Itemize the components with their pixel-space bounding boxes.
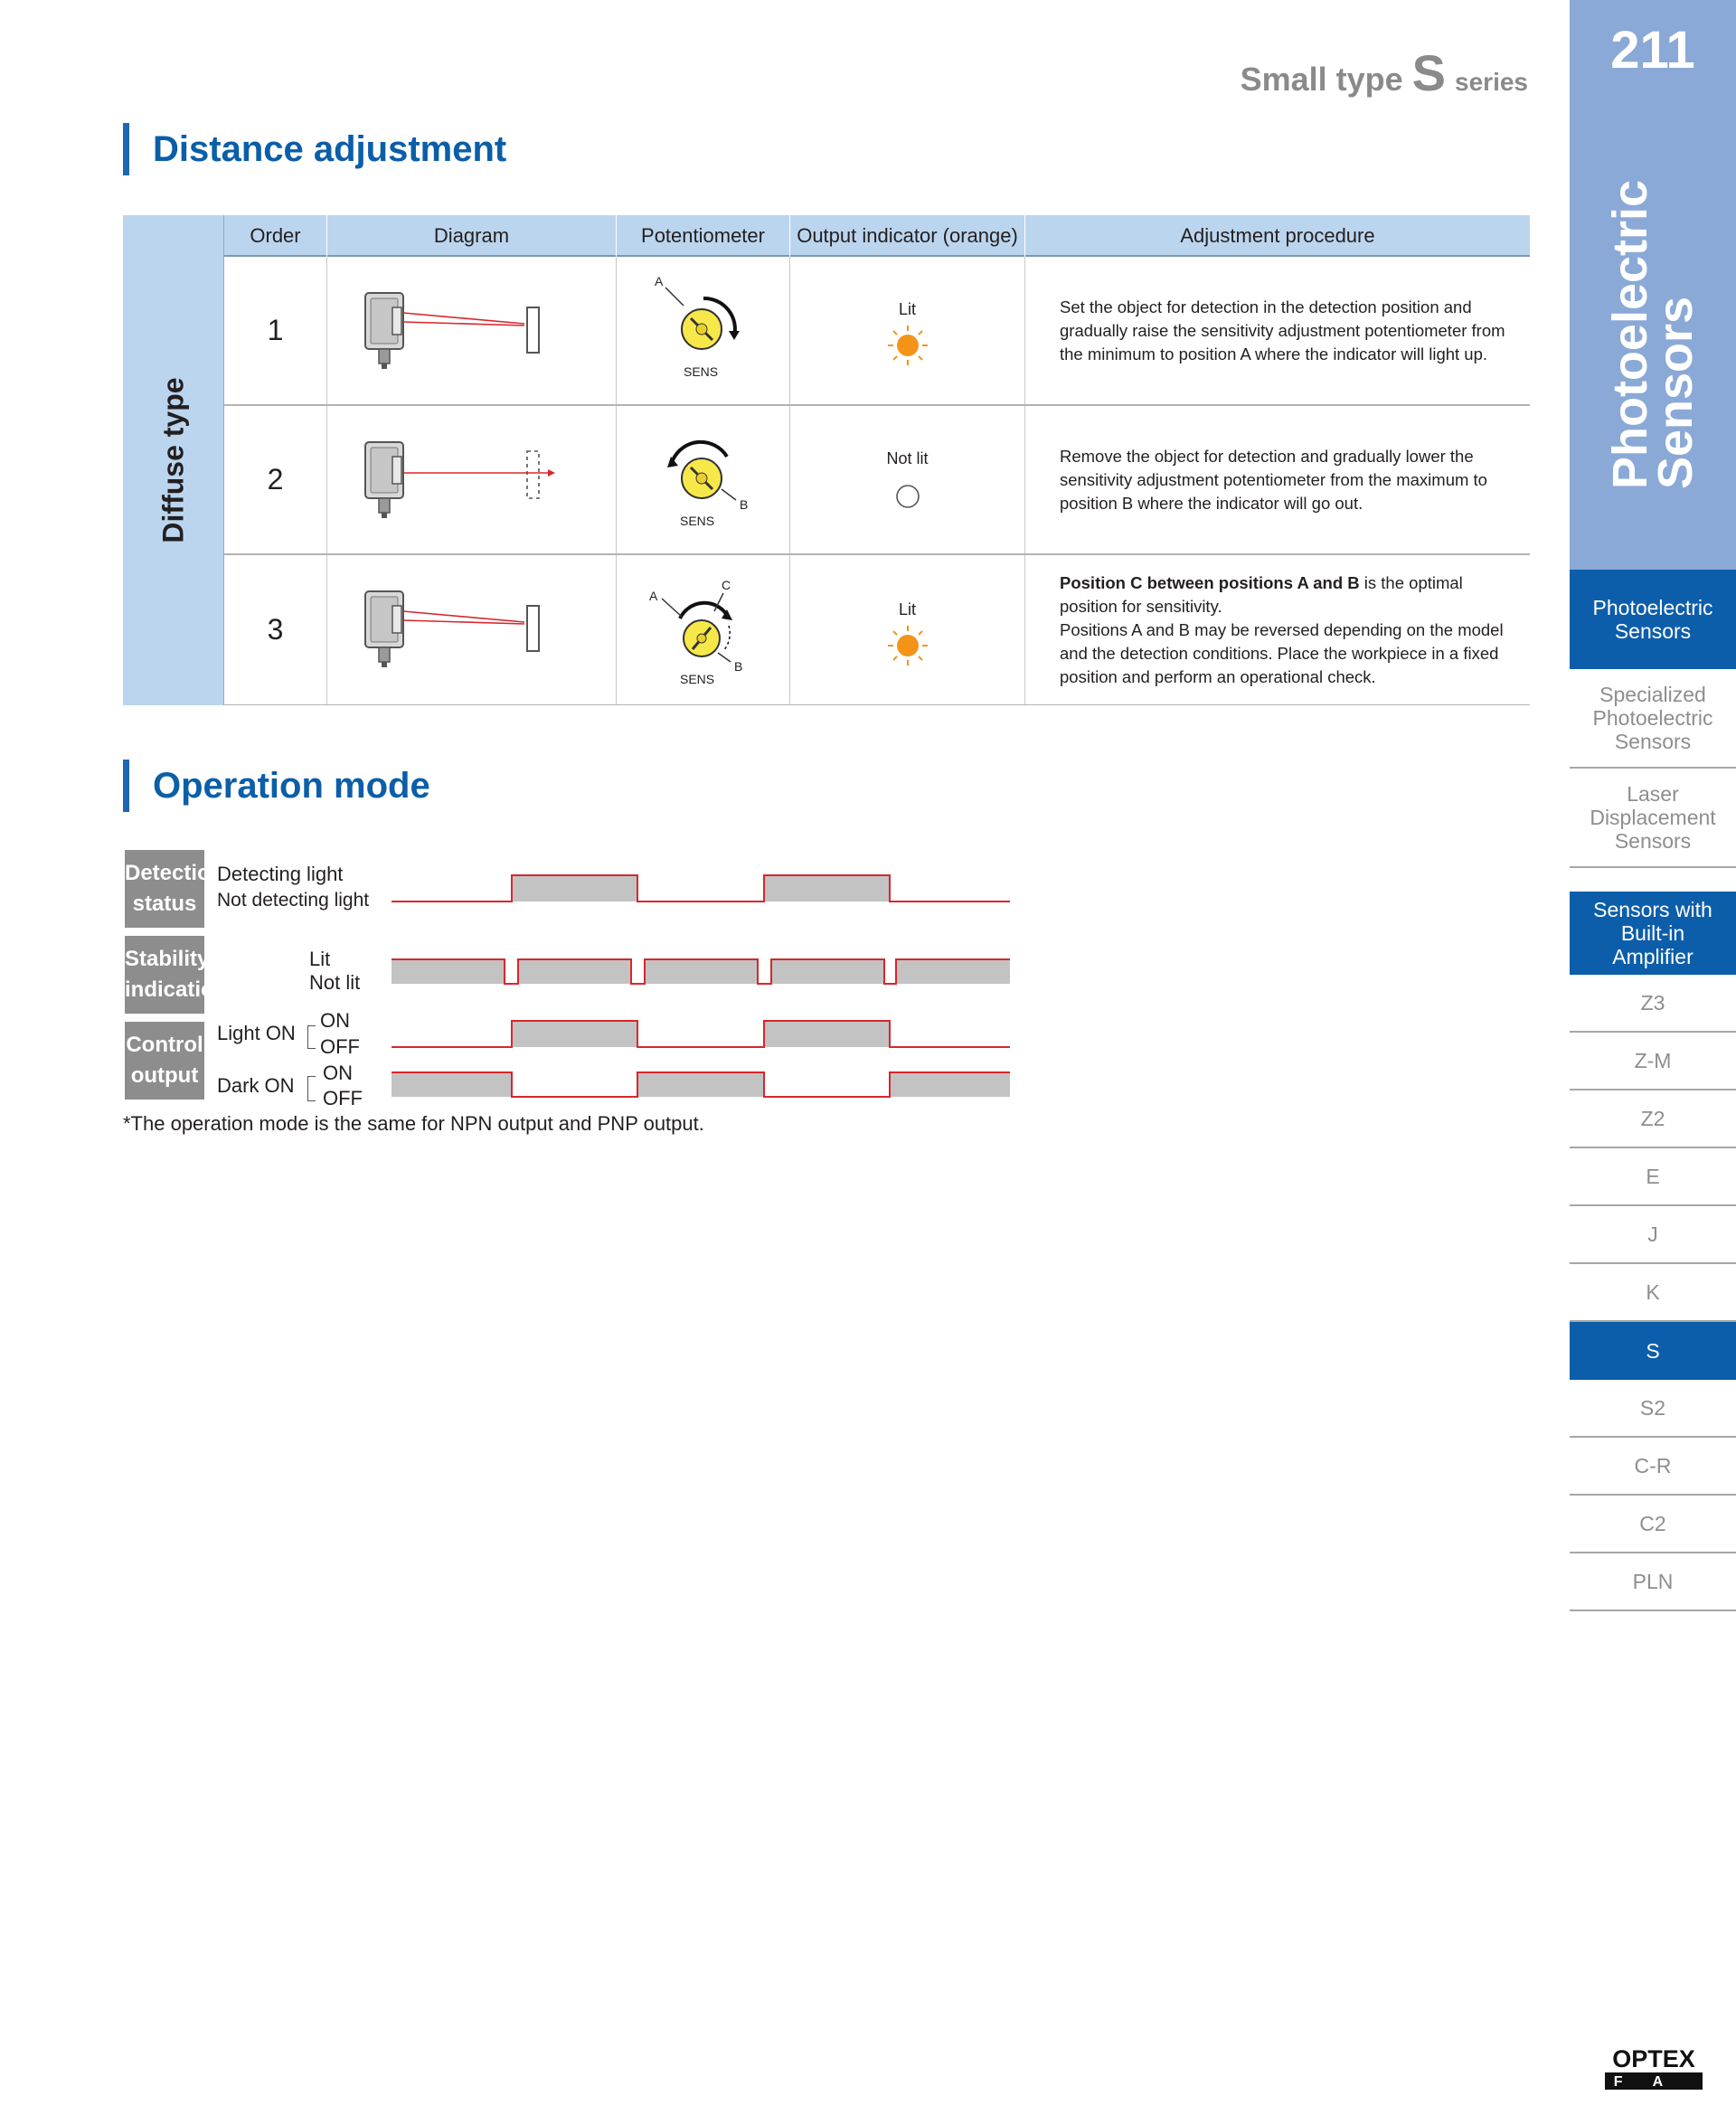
series-letter: S [1411, 44, 1447, 101]
order-number: 1 [224, 257, 327, 404]
position-a-label: A [655, 277, 664, 288]
operation-mode-title: Operation mode [153, 765, 430, 806]
diffuse-type-label: Diffuse type [156, 377, 190, 543]
output-indicator-cell [790, 555, 1025, 704]
sens-label: SENS [680, 672, 715, 686]
page-number: 211 [1610, 21, 1695, 80]
header-potentiometer: Potentiometer [617, 215, 790, 257]
sensor-without-object-diagram [363, 433, 571, 524]
procedure-bold: Position C between positions A and B [1060, 572, 1360, 592]
potentiometer-cell [617, 406, 790, 553]
sidebar-item-z3[interactable]: Z3 [1570, 975, 1736, 1033]
header-diagram: Diagram [327, 215, 617, 257]
order-number: 2 [224, 406, 327, 553]
category-title-line1: Photoelectric [1603, 179, 1657, 490]
potentiometer-cell [617, 257, 790, 404]
light-on-label: Light ON [217, 1022, 296, 1044]
procedure-note: Positions A and B may be reversed depending on the model and the detection conditions. Place the workpiece in a fixed position and perform an operational check. [1060, 619, 1504, 686]
sidebar-item-j[interactable]: J [1570, 1206, 1736, 1264]
sidebar-item-z-m[interactable]: Z-M [1570, 1033, 1736, 1090]
distance-adjustment-heading [123, 123, 506, 175]
operation-mode-footnote: *The operation mode is the same for NPN output and PNP output. [123, 1112, 704, 1135]
sensor-with-object-diagram [363, 284, 571, 374]
sidebar-item-c2[interactable]: C2 [1570, 1496, 1736, 1553]
dark-on-bracket [307, 1076, 316, 1101]
indicator-lit-icon [886, 624, 929, 667]
sensor-diagram [327, 257, 617, 404]
indicator-off-icon [893, 482, 922, 511]
procedure-text: Remove the object for detection and gradually lower the sensitivity adjustment potentiometer from the maximum to position B where the indicator will go out. [1060, 446, 1487, 513]
header-adjustment-procedure: Adjustment procedure [1180, 224, 1375, 247]
stability-indication-box: Stability indication [125, 936, 204, 1014]
page-number-block [1570, 0, 1736, 570]
operation-mode-heading [123, 760, 430, 812]
output-state-label: Lit [898, 600, 916, 618]
light-on-signal [392, 1021, 1010, 1047]
sens-label: SENS [680, 514, 715, 528]
sidebar-item-specialized-photoelectric[interactable]: Specialized Photoelectric Sensors [1570, 669, 1736, 769]
output-state-label: Lit [898, 300, 916, 318]
sidebar-item-s2[interactable]: S2 [1570, 1380, 1736, 1438]
adjustment-procedure [1025, 555, 1530, 704]
light-on-on-label: ON [320, 1009, 350, 1032]
detecting-light-label: Detecting light [217, 863, 344, 885]
header-order: Order [224, 215, 327, 257]
light-on-bracket [307, 1025, 316, 1049]
sidebar-item-laser-displacement[interactable]: Laser Displacement Sensors [1570, 769, 1736, 868]
table-row [224, 555, 1530, 705]
diffuse-type-column [123, 215, 224, 705]
sidebar-index [1570, 0, 1736, 1614]
position-c-label: C [722, 579, 731, 592]
procedure-text: Set the object for detection in the detection position and gradually raise the sensitivity adjustment potentiometer from the minimum to position A where the indicator will light up. [1060, 297, 1505, 363]
potentiometer-cell [617, 555, 790, 704]
output-indicator-cell [790, 406, 1025, 553]
potentiometer-dial-icon [640, 579, 767, 687]
heading-accent-bar [123, 123, 129, 175]
output-state-label: Not lit [886, 449, 929, 467]
potentiometer-dial-icon [647, 424, 756, 533]
logo-brand: OPTEX [1612, 2045, 1695, 2072]
sensor-diagram [327, 555, 617, 704]
sidebar-item-e[interactable]: E [1570, 1148, 1736, 1206]
output-indicator-cell [790, 257, 1025, 404]
indicator-lit-icon [886, 324, 929, 367]
position-b-label: B [734, 659, 743, 674]
not-lit-label: Not lit [309, 971, 361, 994]
sensor-with-object-diagram [363, 582, 571, 673]
procedure-rest: is the optimal position for sensitivity. [1060, 572, 1463, 616]
sens-label: SENS [684, 364, 719, 379]
position-b-label: B [740, 497, 749, 512]
light-on-off-label: OFF [320, 1035, 360, 1058]
category-title [1603, 179, 1703, 490]
optex-fa-logo [1602, 2045, 1705, 2092]
lit-label: Lit [309, 948, 331, 970]
position-a-label: A [649, 589, 658, 603]
distance-adjustment-table [123, 215, 1530, 705]
stability-indication-signal [392, 959, 1010, 984]
distance-adjustment-title: Distance adjustment [153, 128, 507, 169]
procedure-text [1060, 571, 1506, 618]
adjustment-procedure [1025, 406, 1530, 553]
table-row [224, 406, 1530, 555]
potentiometer-dial-icon [647, 277, 756, 385]
series-suffix: series [1455, 68, 1528, 96]
sidebar-item-s[interactable]: S [1570, 1322, 1736, 1380]
sidebar-item-z2[interactable]: Z2 [1570, 1090, 1736, 1148]
sidebar-item-c-r[interactable]: C-R [1570, 1438, 1736, 1496]
series-header [1241, 43, 1528, 102]
heading-accent-bar [123, 760, 129, 812]
header-output-indicator: Output indicator (orange) [790, 215, 1025, 257]
table-header [224, 215, 1530, 257]
detection-status-signal [392, 875, 1010, 902]
dark-on-signal [392, 1072, 1010, 1097]
category-title-line2: Sensors [1648, 296, 1703, 490]
sidebar-item-photoelectric-sensors[interactable]: Photoelectric Sensors [1570, 570, 1736, 669]
order-number: 3 [224, 555, 327, 704]
sidebar-item-built-in-amplifier[interactable]: Sensors with Built-in Amplifier [1570, 892, 1736, 975]
table-row [224, 257, 1530, 406]
series-prefix: Small type [1240, 61, 1403, 98]
dark-on-on-label: ON [323, 1062, 353, 1084]
control-output-box: Control output [125, 1022, 204, 1100]
logo-sub: FA [1613, 2074, 1694, 2090]
not-detecting-light-label: Not detecting light [217, 890, 370, 911]
sensor-diagram [327, 406, 617, 553]
detection-status-box: Detection status [125, 850, 204, 928]
sidebar-item-k[interactable]: K [1570, 1264, 1736, 1322]
sidebar-item-pln[interactable]: PLN [1570, 1553, 1736, 1611]
dark-on-label: Dark ON [217, 1074, 295, 1097]
adjustment-procedure [1025, 257, 1530, 404]
dark-on-off-label: OFF [323, 1087, 363, 1109]
